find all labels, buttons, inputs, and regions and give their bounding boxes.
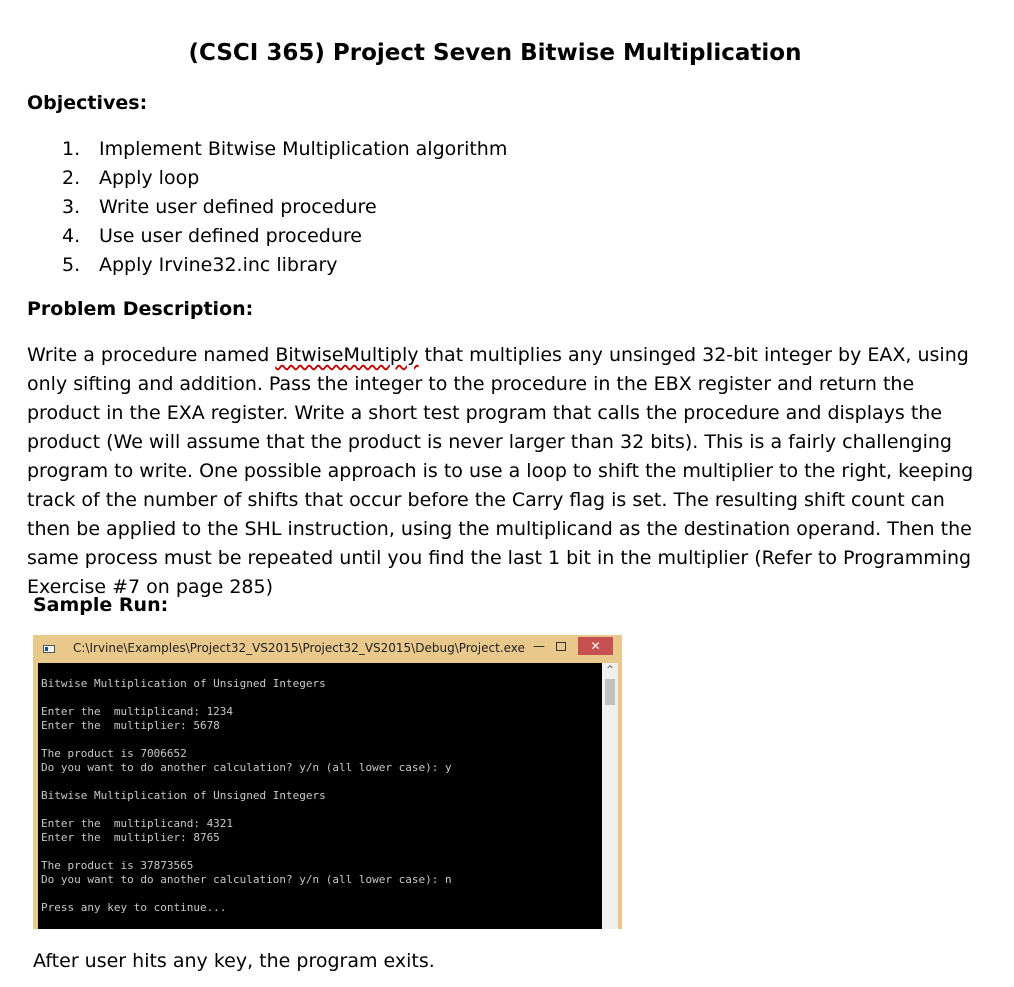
para-after: that multiplies any unsinged 32-bit integer by EAX, using only sifting and addition. Pass the integer to the procedure in the EBX register and return the product in the EXA register. Write a short test program that calls the procedure and displays the product (We will assume that the product is never larger than 32 bits). This is a fairly challenging program to write. One possible approach is to use a loop to shift the multiplier to the right, keeping track of the number of shifts that occur before the Carry flag is set. The resulting shift count can then be applied to the SHL instruction, using the multiplicand as the destination operand. Then the same process must be repeated until you find the last 1 bit in the multiplier (Refer to Programming Exercise #7 on page 285)	[27, 344, 974, 598]
list-text: Use user defined procedure	[99, 225, 362, 247]
procedure-name: BitwiseMultiply	[275, 344, 419, 366]
console-line: The product is 7006652	[41, 747, 187, 760]
window-path: C:\Irvine\Examples\Project32_VS2015\Project32_VS2015\Debug\Project.exe	[73, 641, 525, 655]
console-line	[41, 803, 602, 817]
list-number: 1.	[62, 138, 81, 160]
para-before: Write a procedure named	[27, 344, 276, 366]
console-app-icon	[43, 645, 55, 653]
list-text: Write user defined procedure	[99, 196, 377, 218]
objectives-list	[62, 136, 507, 281]
console-line	[41, 775, 602, 789]
scrollbar[interactable]	[602, 663, 618, 929]
console-output	[38, 663, 602, 929]
window-titlebar[interactable]	[33, 635, 622, 663]
console-line	[41, 691, 602, 705]
maximize-button[interactable]	[553, 637, 569, 655]
console-line: Enter the multiplier: 8765	[41, 831, 220, 844]
console-line: Enter the multiplier: 5678	[41, 719, 220, 732]
maximize-icon	[556, 642, 566, 651]
console-line: Bitwise Multiplication of Unsigned Integers	[41, 789, 326, 802]
close-button[interactable]: ✕	[578, 637, 613, 655]
list-number: 2.	[62, 167, 81, 189]
console-line: Do you want to do another calculation? y/n (all lower case): n	[41, 873, 452, 886]
list-item	[62, 136, 507, 165]
problem-heading: Problem Description:	[27, 298, 254, 320]
console-line	[41, 887, 602, 901]
console-window	[33, 635, 622, 929]
objectives-heading: Objectives:	[27, 92, 148, 114]
list-text: Apply loop	[99, 167, 200, 189]
list-item	[62, 223, 507, 252]
console-line: Enter the multiplicand: 4321	[41, 817, 234, 830]
page-title: (CSCI 365) Project Seven Bitwise Multiplication	[188, 40, 802, 66]
console-line	[41, 845, 602, 859]
problem-description	[27, 341, 987, 602]
scroll-thumb[interactable]	[605, 679, 615, 705]
console-line: Press any key to continue...	[41, 901, 227, 914]
list-number: 4.	[62, 225, 81, 247]
console-line: Enter the multiplicand: 1234	[41, 705, 234, 718]
console-line	[41, 733, 602, 747]
scroll-up-icon[interactable]: ^	[606, 665, 614, 675]
sample-run-heading: Sample Run:	[33, 594, 169, 616]
minimize-button[interactable]: —	[533, 639, 545, 653]
list-item	[62, 194, 507, 223]
list-text: Apply Irvine32.inc library	[99, 254, 338, 276]
list-number: 5.	[62, 254, 81, 276]
console-line: Bitwise Multiplication of Unsigned Integers	[41, 677, 326, 690]
console-line: Do you want to do another calculation? y/n (all lower case): y	[41, 761, 452, 774]
list-text: Implement Bitwise Multiplication algorithm	[99, 138, 508, 160]
console-line: The product is 37873565	[41, 859, 194, 872]
list-number: 3.	[62, 196, 81, 218]
footer-note: After user hits any key, the program exits.	[33, 950, 435, 972]
list-item	[62, 252, 507, 281]
list-item	[62, 165, 507, 194]
